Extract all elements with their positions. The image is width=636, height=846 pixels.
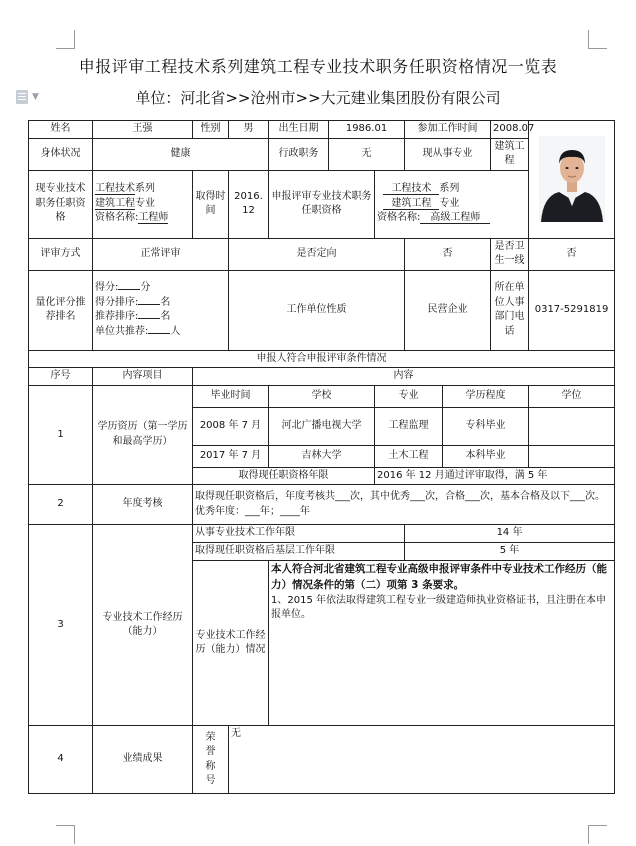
- review-method-value: 正常评审: [93, 238, 229, 270]
- crop-mark-bottom-right: [588, 825, 607, 844]
- qualification-table: [28, 120, 615, 794]
- work-unit-nature-value: 民营企业: [405, 270, 491, 350]
- birth-label: 出生日期: [269, 121, 329, 139]
- obtain-time-label: 取得时间: [193, 170, 229, 238]
- caret-down-icon[interactable]: ▼: [32, 92, 39, 102]
- item-header: 内容项目: [93, 368, 193, 386]
- work-start-label: 参加工作时间: [405, 121, 491, 139]
- health-front-value: 否: [529, 238, 615, 270]
- honor-label: 荣誉称号: [193, 726, 229, 794]
- admin-value: 无: [329, 138, 405, 170]
- qualification-value: 工程技术系列 建筑工程专业 资格名称:工程师: [93, 170, 193, 238]
- edu-col-school: 学校: [269, 385, 375, 407]
- annual-label: 年度考核: [93, 485, 193, 525]
- health-value: 健康: [93, 138, 269, 170]
- admin-label: 行政职务: [269, 138, 329, 170]
- honor-value: 无: [229, 726, 615, 794]
- obtain-time-value: 2016. 12: [229, 170, 269, 238]
- crop-mark-bottom-left: [56, 825, 75, 844]
- edu-col-degree: 学位: [529, 385, 615, 407]
- gender-label: 性别: [193, 121, 229, 139]
- ability-years-value: 14 年: [405, 525, 615, 543]
- directed-label: 是否定向: [229, 238, 405, 270]
- document-title: 申报评审工程技术系列建筑工程专业技术职务任职资格情况一览表: [78, 57, 558, 76]
- review-method-label: 评审方式: [29, 238, 93, 270]
- name-label: 姓名: [29, 121, 93, 139]
- ability-seq: 3: [29, 525, 93, 726]
- hr-phone-label: 所在单位人事部门电话: [491, 270, 529, 350]
- edu-col-graduation: 毕业时间: [193, 385, 269, 407]
- quant-score-label: 量化评分推荐排名: [29, 270, 93, 350]
- qualification-label: 现专业技术职务任职资格: [29, 170, 93, 238]
- content-header: 内容: [193, 368, 615, 386]
- qual-major: 建筑工程: [95, 197, 135, 209]
- edu-row: 2008 年 7 月 河北广播电视大学 工程监理 专科毕业: [29, 407, 615, 445]
- qual-series: 工程技术: [95, 183, 135, 195]
- qual-name: 工程师: [138, 212, 169, 224]
- work-start-value: 2008.07: [491, 121, 529, 139]
- edu-row: 2017 年 7 月 吉林大学 土木工程 本科毕业: [29, 445, 615, 467]
- apply-series: 工程技术: [383, 183, 439, 195]
- ability-base-label: 取得现任职资格后基层工作年限: [193, 543, 405, 561]
- hr-phone-value: 0317-5291819: [529, 270, 615, 350]
- seq-header: 序号: [29, 368, 93, 386]
- edu-col-level: 学历程度: [443, 385, 529, 407]
- apply-major: 建筑工程: [383, 198, 439, 210]
- edu-col-major: 专业: [375, 385, 443, 407]
- directed-value: 否: [405, 238, 491, 270]
- health-label: 身体状况: [29, 138, 93, 170]
- ability-situation-text: [269, 561, 615, 726]
- unit-line: 单位：河北省>>沧州市>>大元建业集团股份有限公司: [135, 89, 501, 107]
- ability-situation-label: 专业技术工作经历（能力）情况: [193, 561, 269, 726]
- edu-years-label: 取得现任职资格年限: [193, 467, 375, 485]
- work-unit-nature-label: 工作单位性质: [229, 270, 405, 350]
- ability-situation-summary: 本人符合河北省建筑工程专业高级申报评审条件中专业技术工作经历（能力）情况条件的第（二）项第 3 条要求。: [271, 563, 607, 591]
- quant-score-value: 得分: 分 得分排序: 名 推荐排序: 名 单位共推荐: 人: [93, 270, 229, 350]
- annual-seq: 2: [29, 485, 93, 525]
- section-header: 申报人符合申报评审条件情况: [29, 350, 615, 368]
- current-major-label: 现从事专业: [405, 138, 491, 170]
- photo-cell: [529, 121, 615, 239]
- name-value: 王强: [93, 121, 193, 139]
- ability-years-label: 从事专业技术工作年限: [193, 525, 405, 543]
- crop-mark-top-left: [56, 30, 75, 49]
- achievement-seq: 4: [29, 726, 93, 794]
- current-major-value: 建筑工程: [491, 138, 529, 170]
- ability-situation-detail: 1、2015 年依法取得建筑工程专业一级建造师执业资格证书，且注册在本申报单位。: [271, 594, 606, 620]
- birth-value: 1986.01: [329, 121, 405, 139]
- apply-qualification-value: 工程技术 系列 建筑工程 专业 资格名称: 高级工程师: [375, 170, 529, 238]
- achievement-label: 业绩成果: [93, 726, 193, 794]
- health-front-label: 是否卫生一线: [491, 238, 529, 270]
- crop-mark-top-right: [588, 30, 607, 49]
- ability-label: 专业技术工作经历（能力）: [93, 525, 193, 726]
- edu-years-value: 2016 年 12 月通过评审取得，满 5 年: [375, 467, 615, 485]
- apply-name: 高级工程师: [420, 212, 490, 224]
- gender-value: 男: [229, 121, 269, 139]
- ability-base-value: 5 年: [405, 543, 615, 561]
- edu-seq: 1: [29, 385, 93, 485]
- edu-label: 学历资历（第一学历和最高学历）: [93, 385, 193, 485]
- applicant-photo: [539, 136, 605, 222]
- apply-qualification-label: 申报评审专业技术职务任职资格: [269, 170, 375, 238]
- annual-text: 取得现任职资格后，年度考核共___次，其中优秀___次，合格___次，基本合格及以下___次。优秀年度：___年；____年: [193, 485, 615, 525]
